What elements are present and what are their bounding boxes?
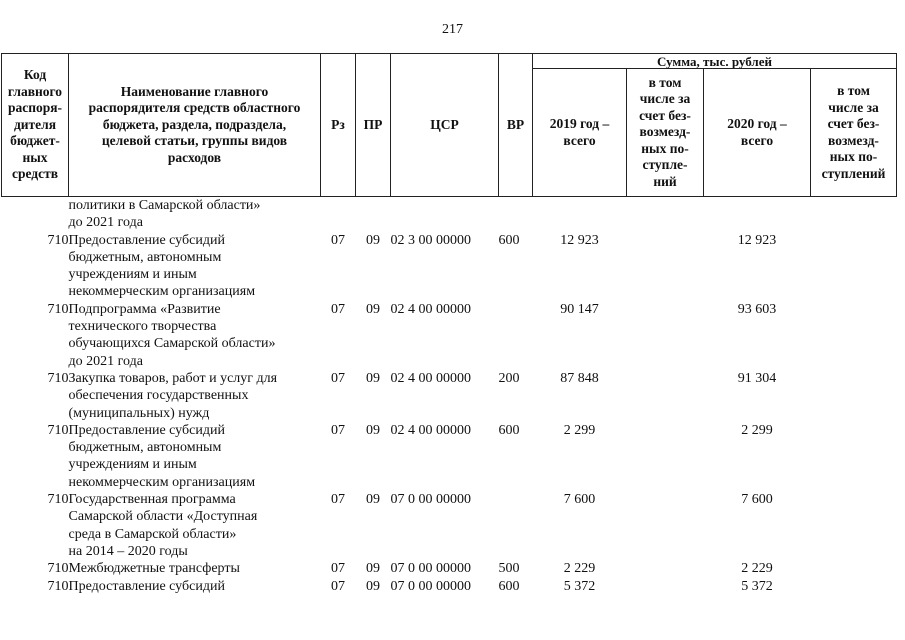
cell-2019-free bbox=[627, 560, 704, 577]
cell-2020-total: 5 372 bbox=[741, 578, 773, 594]
table-row bbox=[2, 578, 897, 595]
cell-code bbox=[2, 197, 69, 232]
cell-name-line: на 2014 – 2020 годы bbox=[68, 543, 188, 559]
cell-name bbox=[69, 422, 321, 491]
cell-name-line: среда в Самарской области» bbox=[68, 526, 237, 542]
cell-name bbox=[69, 197, 321, 232]
cell-name-line: Закупка товаров, работ и услуг для bbox=[68, 370, 278, 386]
cell-pr: 09 bbox=[366, 232, 380, 248]
cell-name-line: некоммерческим организациям bbox=[68, 284, 256, 300]
cell-vr: 600 bbox=[498, 422, 520, 438]
header-pr: ПР bbox=[356, 54, 391, 197]
header-2019-total: 2019 год – всего bbox=[533, 69, 627, 197]
cell-name bbox=[69, 491, 321, 560]
header-code-line: Код bbox=[23, 67, 47, 83]
cell-2019-total: 2 299 bbox=[563, 422, 596, 438]
cell-2020-total: 93 603 bbox=[737, 301, 777, 317]
cell-vr: 600 bbox=[498, 578, 520, 594]
cell-vr: 600 bbox=[498, 232, 520, 248]
cell-2019-total: 5 372 bbox=[563, 578, 596, 594]
cell-rz: 07 bbox=[331, 492, 345, 508]
header-2020-total: 2020 год – всего bbox=[704, 69, 811, 197]
cell-2020-free bbox=[811, 560, 897, 577]
budget-table bbox=[1, 53, 897, 595]
table-row bbox=[2, 232, 897, 301]
cell-csr: 02 3 00 00000 bbox=[390, 232, 471, 248]
cell-rz: 07 bbox=[331, 232, 345, 248]
table-row bbox=[2, 301, 897, 370]
cell-name-line: учреждениям и иным bbox=[68, 267, 197, 283]
table-body bbox=[2, 197, 897, 595]
cell-csr: 02 4 00 00000 bbox=[390, 301, 471, 317]
table-row bbox=[2, 422, 897, 491]
cell-2020-free bbox=[811, 422, 897, 491]
cell-name-line: обучающихся Самарской области» bbox=[68, 336, 276, 352]
cell-name-line: Государственная программа bbox=[68, 492, 236, 508]
cell-2019-free bbox=[627, 232, 704, 301]
cell-code: 710 bbox=[47, 301, 69, 317]
header-name: Наименование главного распорядителя средств областного бюджета, раздела, подраздела, целевой статьи, группы видов расходов bbox=[69, 54, 321, 197]
cell-code: 710 bbox=[47, 370, 69, 386]
cell-2019-total: 90 147 bbox=[560, 301, 599, 317]
header-2019-free: в том числе за счет без-возмезд-ных по-ступле-ний bbox=[627, 69, 704, 197]
cell-pr: 09 bbox=[366, 422, 380, 438]
cell-2020-total: 7 600 bbox=[741, 492, 773, 508]
header-code-line: главного bbox=[7, 83, 63, 99]
cell-vr bbox=[499, 491, 533, 560]
cell-2019-free bbox=[627, 197, 704, 232]
header-code-line: дителя bbox=[13, 116, 57, 132]
cell-name-line: некоммерческим организациям bbox=[68, 474, 256, 490]
cell-2019-free bbox=[627, 301, 704, 370]
cell-rz: 07 bbox=[331, 561, 345, 577]
header-code-line: средств bbox=[11, 166, 59, 182]
cell-pr: 09 bbox=[366, 578, 380, 594]
cell-name-line: Подпрограмма «Развитие bbox=[68, 301, 221, 317]
cell-2019-total: 12 923 bbox=[560, 232, 599, 248]
cell-pr: 09 bbox=[366, 301, 380, 317]
cell-2020-total: 12 923 bbox=[737, 232, 777, 248]
cell-vr bbox=[499, 301, 533, 370]
cell-csr bbox=[391, 197, 499, 232]
cell-name bbox=[69, 301, 321, 370]
cell-csr: 07 0 00 00000 bbox=[390, 561, 471, 577]
cell-2019-free bbox=[627, 491, 704, 560]
cell-2019-total: 87 848 bbox=[560, 370, 599, 386]
cell-csr: 02 4 00 00000 bbox=[390, 370, 471, 386]
table-row bbox=[2, 370, 897, 422]
header-2020-free: в том числе за счет без-возмезд-ных по-ступлений bbox=[811, 69, 897, 197]
header-csr: ЦСР bbox=[391, 54, 499, 197]
cell-pr: 09 bbox=[366, 561, 380, 577]
cell-pr bbox=[356, 197, 391, 232]
cell-name-line: технического творчества bbox=[68, 319, 217, 335]
cell-pr: 09 bbox=[366, 370, 380, 386]
cell-name-line: до 2021 года bbox=[68, 215, 143, 231]
cell-name bbox=[69, 232, 321, 301]
cell-name-line: до 2021 года bbox=[68, 353, 143, 369]
cell-2019-free bbox=[627, 422, 704, 491]
cell-csr: 07 0 00 00000 bbox=[390, 578, 471, 594]
table-row bbox=[2, 491, 897, 560]
header-vr: ВР bbox=[499, 54, 533, 197]
cell-vr bbox=[499, 197, 533, 232]
cell-name-line: Предоставление субсидий bbox=[68, 578, 225, 594]
cell-code: 710 bbox=[47, 232, 69, 248]
cell-csr: 02 4 00 00000 bbox=[390, 422, 471, 438]
cell-2020-total: 91 304 bbox=[737, 370, 777, 386]
cell-2019-total: 7 600 bbox=[563, 492, 596, 508]
header-sum-group: Сумма, тыс. рублей bbox=[533, 54, 897, 69]
table-header bbox=[2, 54, 897, 197]
cell-rz: 07 bbox=[331, 578, 345, 594]
cell-2020-free bbox=[811, 491, 897, 560]
header-code bbox=[2, 54, 69, 197]
cell-name-line: политики в Самарской области» bbox=[68, 198, 261, 213]
cell-rz: 07 bbox=[331, 301, 345, 317]
cell-name-line: бюджетным, автономным bbox=[68, 249, 222, 265]
cell-2020-total: 2 299 bbox=[741, 422, 773, 438]
cell-name bbox=[69, 370, 321, 422]
cell-2020-total: 2 229 bbox=[741, 561, 773, 577]
cell-name-line: обеспечения государственных bbox=[68, 388, 249, 404]
page-number: 217 bbox=[442, 22, 463, 37]
cell-2020-total bbox=[704, 197, 811, 232]
header-rz: Рз bbox=[321, 54, 356, 197]
header-code-line: распоря- bbox=[7, 100, 63, 116]
cell-2019-total bbox=[533, 197, 627, 232]
cell-vr: 200 bbox=[498, 370, 520, 386]
cell-name-line: учреждениям и иным bbox=[68, 457, 197, 473]
cell-code: 710 bbox=[47, 561, 69, 577]
cell-2020-free bbox=[811, 578, 897, 595]
table-row bbox=[2, 560, 897, 577]
cell-name bbox=[69, 560, 321, 577]
cell-code: 710 bbox=[47, 422, 69, 438]
cell-pr: 09 bbox=[366, 492, 380, 508]
cell-name-line: Предоставление субсидий bbox=[68, 422, 225, 438]
cell-name bbox=[69, 578, 321, 595]
cell-vr: 500 bbox=[498, 561, 520, 577]
cell-name-line: (муниципальных) нужд bbox=[68, 405, 210, 421]
cell-rz: 07 bbox=[331, 422, 345, 438]
cell-2019-free bbox=[627, 578, 704, 595]
cell-name-line: Самарской области «Доступная bbox=[68, 509, 258, 525]
cell-code: 710 bbox=[47, 492, 69, 508]
cell-rz bbox=[321, 197, 356, 232]
cell-2020-free bbox=[811, 301, 897, 370]
cell-2020-free bbox=[811, 370, 897, 422]
cell-name-line: бюджетным, автономным bbox=[68, 440, 222, 456]
cell-csr: 07 0 00 00000 bbox=[390, 492, 471, 508]
header-code-line: бюджет- bbox=[10, 133, 60, 149]
cell-2020-free bbox=[811, 232, 897, 301]
cell-name-line: Межбюджетные трансферты bbox=[68, 561, 240, 577]
header-code-line: ных bbox=[22, 149, 48, 165]
cell-code: 710 bbox=[47, 578, 69, 594]
table-row bbox=[2, 197, 897, 232]
cell-2019-total: 2 229 bbox=[563, 561, 596, 577]
cell-2019-free bbox=[627, 370, 704, 422]
cell-name-line: Предоставление субсидий bbox=[68, 232, 225, 248]
cell-rz: 07 bbox=[331, 370, 345, 386]
cell-2020-free bbox=[811, 197, 897, 232]
